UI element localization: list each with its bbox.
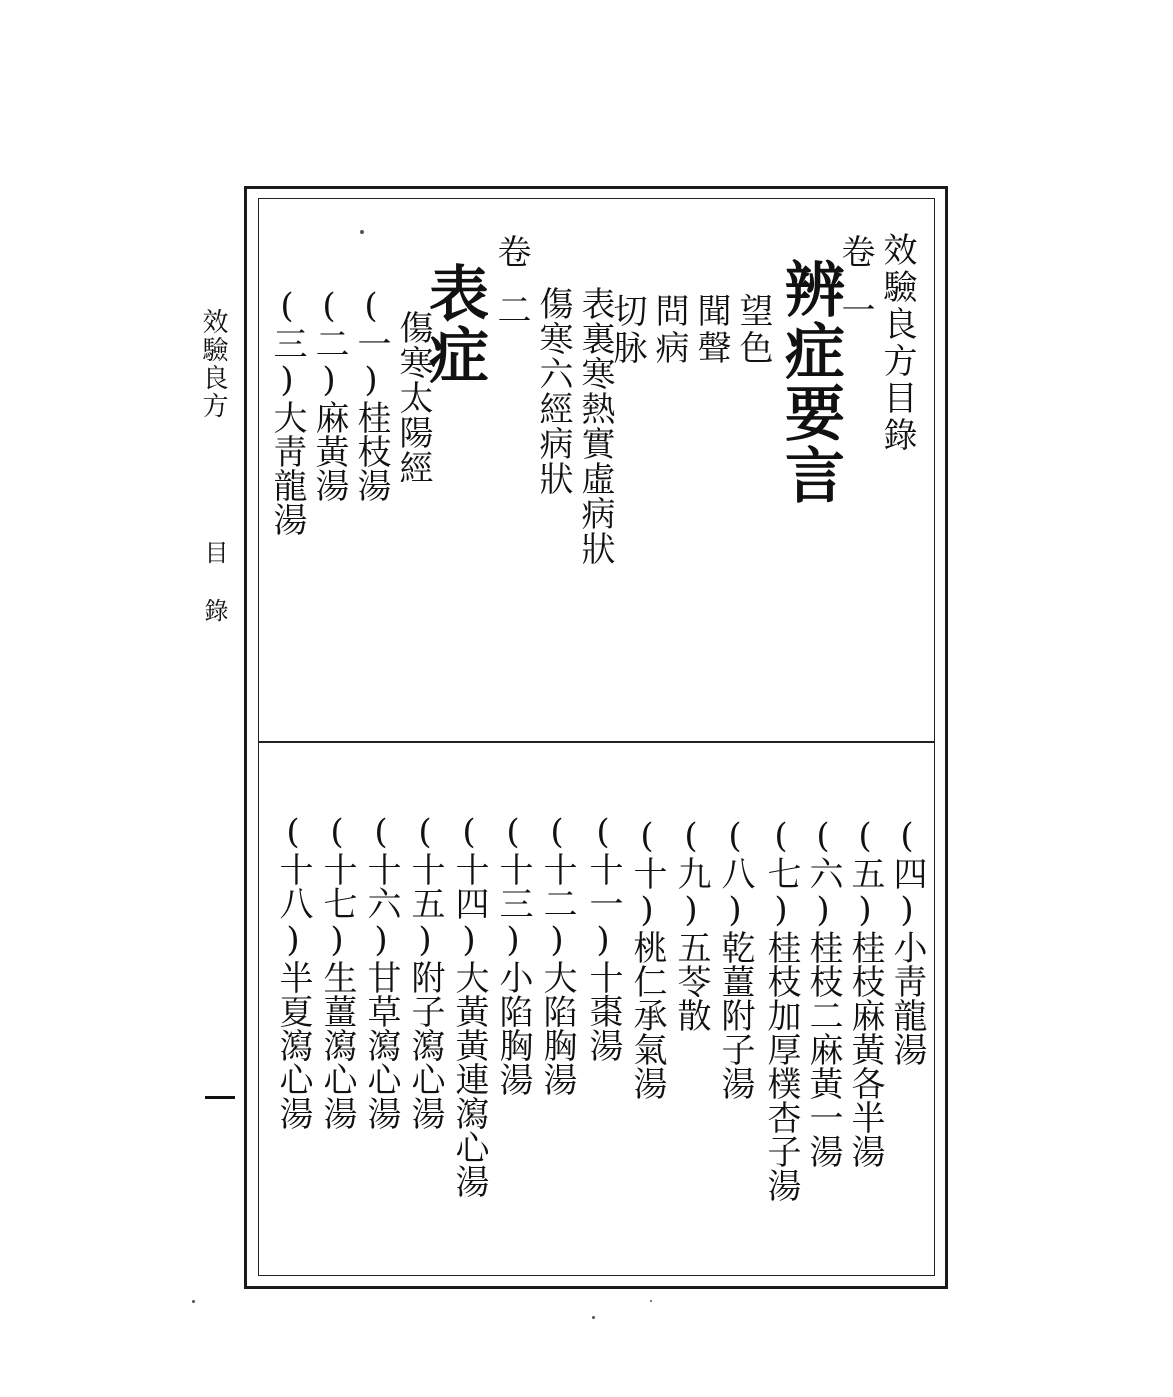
page-number-mark — [205, 1096, 235, 1099]
formula-17: (十七)生薑瀉心湯 — [317, 812, 357, 1130]
formula-5: (五)桂枝麻黃各半湯 — [845, 816, 885, 1168]
formula-16: (十六)甘草瀉心湯 — [361, 812, 401, 1130]
scan-speck — [192, 1300, 195, 1303]
formula-6: (六)桂枝二麻黃一湯 — [803, 816, 843, 1168]
vol1-number: 一 — [835, 292, 875, 329]
formula-15: (十五)附子瀉心湯 — [405, 812, 445, 1130]
vol1-label: 卷 — [835, 234, 875, 271]
formula-4: (四)小靑龍湯 — [887, 816, 927, 1066]
formula-7: (七)桂枝加厚樸杏子湯 — [761, 816, 801, 1202]
vol2-subheading: 傷寒太陽經 — [393, 310, 433, 485]
vol1-item-3: 問病 — [649, 293, 689, 367]
scan-speck — [650, 1300, 652, 1302]
vol1-heading: 辨症要言 — [775, 258, 845, 506]
formula-14: (十四)大黃黃連瀉心湯 — [449, 812, 489, 1198]
vol1-item-2: 聞聲 — [691, 293, 731, 367]
formula-13: (十三)小陷胸湯 — [493, 812, 533, 1096]
scan-speck — [360, 230, 364, 234]
vol2-item-3: (三)大靑龍湯 — [267, 286, 307, 536]
vol1-item-6: 傷寒六經病狀 — [533, 286, 573, 496]
scan-speck — [592, 1316, 595, 1319]
vol1-item-5: 表裏寒熱實虛病狀 — [575, 286, 615, 566]
vol2-label: 卷 — [491, 234, 531, 271]
vol1-item-1: 望色 — [733, 293, 773, 367]
vol1-item-4: 切脉 — [607, 293, 647, 367]
formula-8: (八)乾薑附子湯 — [715, 816, 755, 1100]
vol2-number: 二 — [491, 292, 531, 329]
margin-book-title: 效驗良方 — [198, 308, 228, 420]
formula-10: (十)桃仁承氣湯 — [627, 816, 667, 1100]
toc-title: 效驗良方目錄 — [877, 232, 917, 454]
section-divider — [258, 741, 935, 743]
formula-9: (九)五苓散 — [671, 816, 711, 1032]
formula-11: (十一)十棗湯 — [583, 812, 623, 1062]
formula-18: (十八)半夏瀉心湯 — [273, 812, 313, 1130]
margin-section-label: 目錄 — [200, 540, 228, 656]
vol2-heading: 表症 — [419, 262, 489, 386]
formula-12: (十二)大陷胸湯 — [537, 812, 577, 1096]
vol2-item-1: (一)桂枝湯 — [351, 286, 391, 502]
vol2-item-2: (二)麻黃湯 — [309, 286, 349, 502]
